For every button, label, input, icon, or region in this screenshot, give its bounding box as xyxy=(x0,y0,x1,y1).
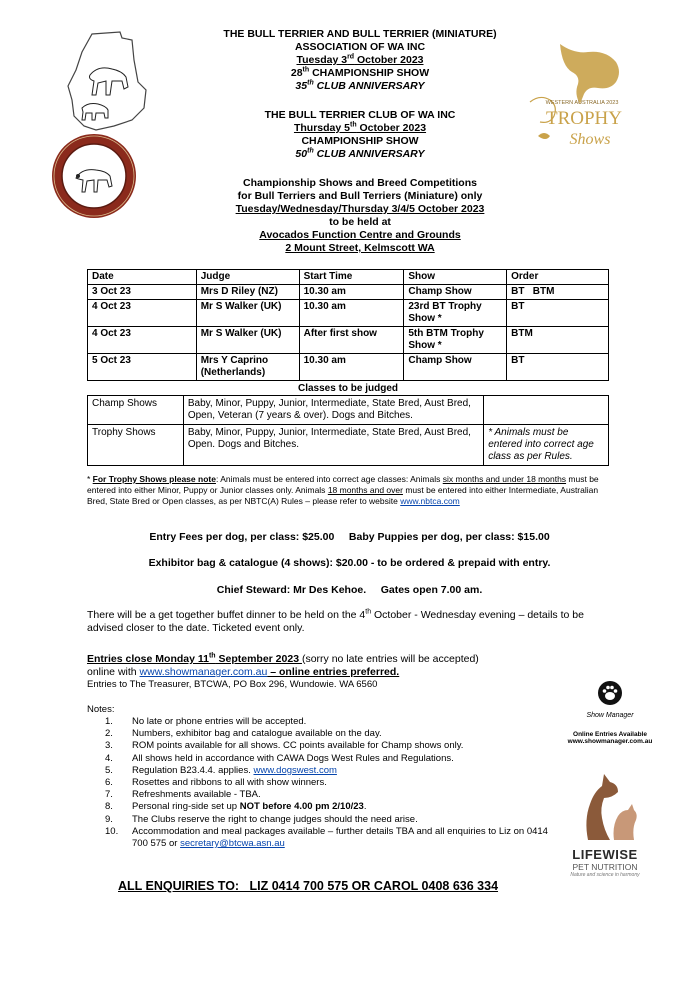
schedule-cell: Mrs D Riley (NZ) xyxy=(196,285,299,300)
club-show-title: CHAMPIONSHIP SHOW xyxy=(301,135,419,147)
dog-cat-silhouette-icon xyxy=(570,770,640,842)
show-manager-name: Show Manager xyxy=(586,712,634,719)
event-intro xyxy=(160,177,560,255)
entries-close: Entries close Monday 11th September 2023 (sorry no late entries will be accepted) xyxy=(87,652,479,665)
trophy-logo-main-text: TROPHY xyxy=(545,108,623,129)
schedule-cell: BT xyxy=(507,354,609,381)
lifewise-logo xyxy=(550,770,660,878)
classes-cell: Champ Shows xyxy=(88,396,184,425)
list-item: 1. No late or phone entries will be accepted. xyxy=(105,716,307,727)
schedule-cell: Mr S Walker (UK) xyxy=(196,300,299,327)
intro-line4: to be held at xyxy=(329,216,391,228)
lifewise-name: LIFEWISE xyxy=(572,847,638,862)
schedule-cell: 23rd BT Trophy Show * xyxy=(404,300,507,327)
schedule-cell: 10.30 am xyxy=(299,285,404,300)
association-show-title: 28th CHAMPIONSHIP SHOW xyxy=(290,66,430,79)
table-row xyxy=(88,354,609,381)
dinner-info: There will be a get together buffet dinner to be held on the 4th October - Wednesday evening – details to be advised closer to the date. Ticketed event only. xyxy=(87,608,584,634)
association-anniversary: 35th CLUB ANNIVERSARY xyxy=(295,79,425,92)
classes-cell: * Animals must be entered into correct age class as per Rules. xyxy=(484,425,609,466)
secretary-email-link[interactable]: secretary@btcwa.asn.au xyxy=(180,838,285,850)
entries-online: online with www.showmanager.com.au – online entries preferred. xyxy=(87,666,400,678)
schedule-cell: 10.30 am xyxy=(299,354,404,381)
bull-terrier-club-seal-logo xyxy=(50,132,138,220)
notes-section xyxy=(87,704,557,850)
classes-cell xyxy=(484,396,609,425)
table-row xyxy=(88,300,609,327)
show-manager-logo xyxy=(560,680,660,745)
schedule-col-judge: Judge xyxy=(196,270,299,285)
schedule-cell: BT xyxy=(507,300,609,327)
schedule-cell: 5 Oct 23 xyxy=(88,354,197,381)
schedule-cell: 4 Oct 23 xyxy=(88,327,197,354)
club-anniversary: 50th CLUB ANNIVERSARY xyxy=(295,147,425,160)
schedule-cell: Mr S Walker (UK) xyxy=(196,327,299,354)
list-item: 5. Regulation B23.4.4. applies. www.dogswest.com xyxy=(105,764,337,776)
trophy-logo-top-text: WESTERN AUSTRALIA 2023 xyxy=(545,100,619,106)
list-item: 10. Accommodation and meal packages available – further details TBA and all enquiries to Liz on 0414 700 575 or secretary@btcwa.asn.au xyxy=(105,825,548,850)
schedule-cell: 5th BTM Trophy Show * xyxy=(404,327,507,354)
wa-map-bull-terrier-logo xyxy=(62,30,152,135)
entries-info xyxy=(87,653,617,690)
schedule-col-order: Order xyxy=(507,270,609,285)
club-show-date: Thursday 5th October 2023 xyxy=(293,121,427,134)
classes-cell: Trophy Shows xyxy=(88,425,184,466)
schedule-col-date: Date xyxy=(88,270,197,285)
schedule-cell: 3 Oct 23 xyxy=(88,285,197,300)
entries-postal: Entries to The Treasurer, BTCWA, PO Box 296, Wundowie. WA 6560 xyxy=(87,679,378,690)
trophy-shows-note: * For Trophy Shows please note: Animals must be entered into correct age classes: Animals six months and under 18 months must be entered into either Minor, Puppy or Junior classes only. Animals 18 months and over must be entered into either Intermediate, Australian Bred, State Bred or Open classes, as per NBTC(A) Rules – please refer to website www.nbtca.com xyxy=(87,474,599,506)
list-item: 3. ROM points available for all shows. CC points available for Champ shows only. xyxy=(105,740,464,752)
intro-line2: for Bull Terriers and Bull Terriers (Miniature) only xyxy=(237,190,483,202)
classes-table xyxy=(87,395,609,466)
schedule-cell: 4 Oct 23 xyxy=(88,300,197,327)
list-item: 7. Refreshments available - TBA. xyxy=(105,789,261,801)
association-header xyxy=(160,28,560,93)
schedule-cell: Champ Show xyxy=(404,285,507,300)
show-manager-line1: Online Entries Available xyxy=(573,731,647,738)
entry-fees: Entry Fees per dog, per class: $25.00 Baby Puppies per dog, per class: $15.00 xyxy=(149,531,550,543)
lifewise-tagline: Nature and science in harmony xyxy=(570,872,640,878)
paw-icon xyxy=(597,680,623,706)
schedule-header-row xyxy=(88,270,609,285)
enquiries-footer: ALL ENQUIRIES TO: LIZ 0414 700 575 OR CAROL 0408 636 334 xyxy=(118,879,499,893)
classes-cell: Baby, Minor, Puppy, Junior, Intermediate, State Bred, Aust Bred, Open. Dogs and Bitches. xyxy=(183,425,483,466)
schedule-cell: 10.30 am xyxy=(299,300,404,327)
association-show-date: Tuesday 3rd October 2023 xyxy=(296,53,424,66)
table-row xyxy=(88,285,609,300)
showmanager-link[interactable]: www.showmanager.com.au xyxy=(139,666,268,678)
club-name: THE BULL TERRIER CLUB OF WA INC xyxy=(264,109,456,121)
chief-steward-info: Chief Steward: Mr Des Kehoe. Gates open 7.00 am. xyxy=(216,584,483,596)
classes-cell: Baby, Minor, Puppy, Junior, Intermediate, State Bred, Aust Bred, Open, Veteran (7 years & over). Dogs and Bitches. xyxy=(183,396,483,425)
table-row xyxy=(88,396,609,425)
lifewise-sub: PET NUTRITION xyxy=(572,862,638,872)
list-item: 2. Numbers, exhibitor bag and catalogue available on the day. xyxy=(105,728,382,740)
schedule-col-show: Show xyxy=(404,270,507,285)
list-item: 8. Personal ring-side set up NOT before 4.00 pm 2/10/23. xyxy=(105,801,367,813)
list-item: 6. Rosettes and ribbons to all with show winners. xyxy=(105,777,327,789)
table-row xyxy=(88,425,609,466)
schedule-cell: Champ Show xyxy=(404,354,507,381)
intro-venue: Avocados Function Centre and Grounds xyxy=(259,229,461,241)
show-manager-line2: www.showmanager.com.au xyxy=(567,738,653,745)
trophy-logo-sub-text: Shows xyxy=(569,131,611,148)
list-item: 9. The Clubs reserve the right to change judges should the need arise. xyxy=(105,813,418,825)
association-name-line2: ASSOCIATION OF WA INC xyxy=(294,41,426,53)
schedule-cell: After first show xyxy=(299,327,404,354)
schedule-col-start: Start Time xyxy=(299,270,404,285)
intro-line1: Championship Shows and Breed Competitions xyxy=(243,177,477,189)
nbtca-link[interactable]: www.nbtca.com xyxy=(400,496,460,506)
dogswest-link[interactable]: www.dogswest.com xyxy=(253,764,337,776)
exhibitor-bag-info: Exhibitor bag & catalogue (4 shows): $20.00 - to be ordered & prepaid with entry. xyxy=(148,557,551,569)
schedule-cell: BT BTM xyxy=(507,285,609,300)
association-name-line1: THE BULL TERRIER AND BULL TERRIER (MINIATURE) xyxy=(223,28,497,40)
schedule-cell: Mrs Y Caprino (Netherlands) xyxy=(196,354,299,381)
schedule-table xyxy=(87,269,609,381)
intro-dates: Tuesday/Wednesday/Thursday 3/4/5 October 2023 xyxy=(235,203,485,215)
notes-title: Notes: xyxy=(87,704,115,715)
table-row xyxy=(88,327,609,354)
list-item: 4. All shows held in accordance with CAWA Dogs West Rules and Regulations. xyxy=(105,752,454,764)
intro-address: 2 Mount Street, Kelmscott WA xyxy=(285,242,435,254)
club-header xyxy=(160,109,560,161)
schedule-cell: BTM xyxy=(507,327,609,354)
classes-title: Classes to be judged xyxy=(297,383,399,394)
